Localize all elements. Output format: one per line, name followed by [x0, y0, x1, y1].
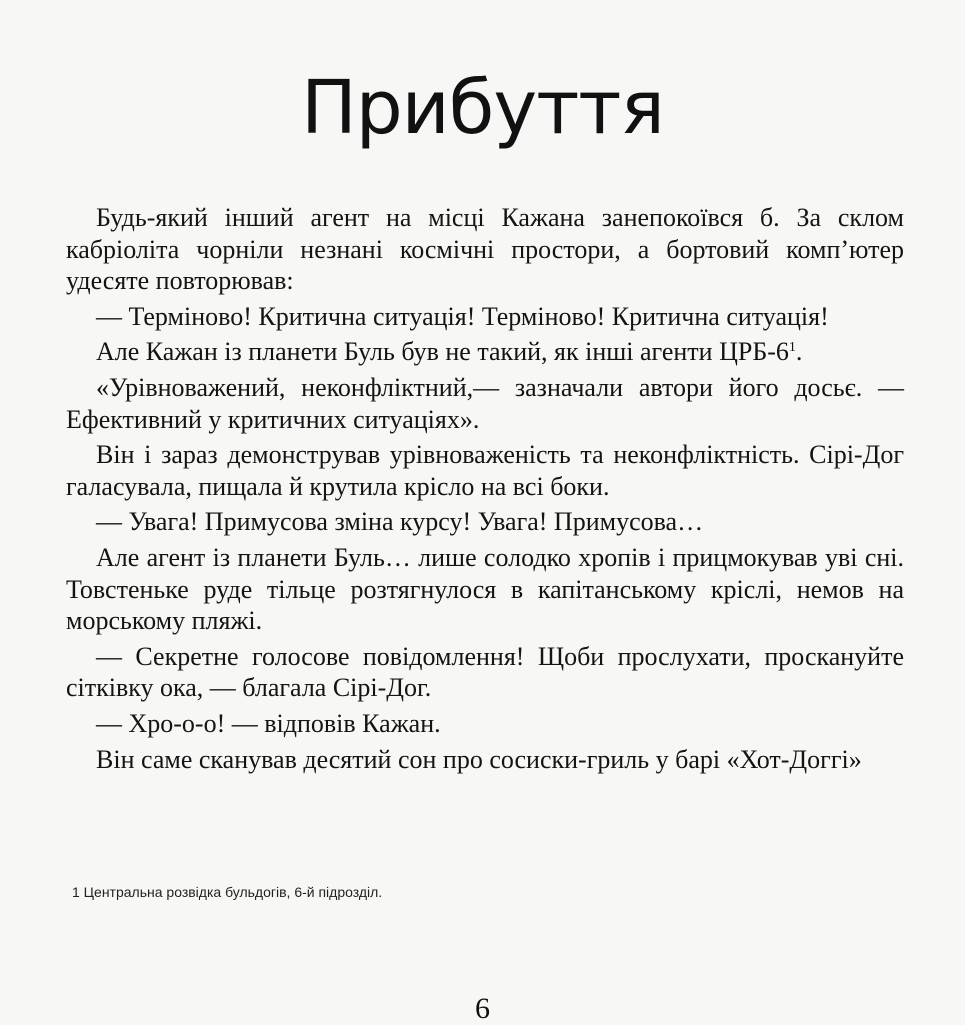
- paragraph: «Урівноважений, неконфліктний,— зазначали автори його досьє. — Ефективний у критичних ситуаціях».: [66, 372, 904, 434]
- paragraph: Але агент із планети Буль… лише солодко хропів і прицмокував уві сні. Товстеньке руде тільце розтягнулося в капітанському кріслі, немов на морському пляжі.: [66, 542, 904, 636]
- chapter-body: [66, 202, 904, 779]
- paragraph: Він і зараз демонстрував урівноваженість та неконфліктність. Сірі-Дог галасувала, пищала й крутила крісло на всі боки.: [66, 440, 904, 501]
- paragraph-end: .: [795, 337, 803, 367]
- paragraph: — Терміново! Критична ситуація! Терміново! Критична ситуація!: [96, 301, 829, 331]
- footnote-marker: 1: [788, 340, 796, 356]
- page-number: 6: [475, 992, 490, 1025]
- paragraph: — Хро-о-о! — відповів Кажан.: [96, 708, 441, 738]
- paragraph: Будь-який інший агент на місці Кажана занепокоївся б. За склом кабріоліта чорніли незнані космічні простори, а бортовий комп’ютер удесяте повторював:: [66, 203, 904, 296]
- paragraph-text: Але Кажан із планети Буль був не такий, як інші агенти ЦРБ-6: [96, 337, 789, 367]
- paragraph: — Секретне голосове повідомлення! Щоби прослухати, проскануйте сітківку ока, — благала Сірі-Дог.: [66, 641, 904, 703]
- paragraph: — Увага! Примусова зміна курсу! Увага! Примусова…: [96, 507, 704, 537]
- chapter-title: Прибуття: [301, 65, 664, 151]
- footnote: 1 Центральна розвідка бульдогів, 6-й підрозділ.: [72, 884, 383, 900]
- paragraph: Він саме сканував десятий сон про сосиски-гриль у барі «Хот-Доггі»: [96, 744, 862, 774]
- paragraph-with-footnote: [66, 336, 904, 368]
